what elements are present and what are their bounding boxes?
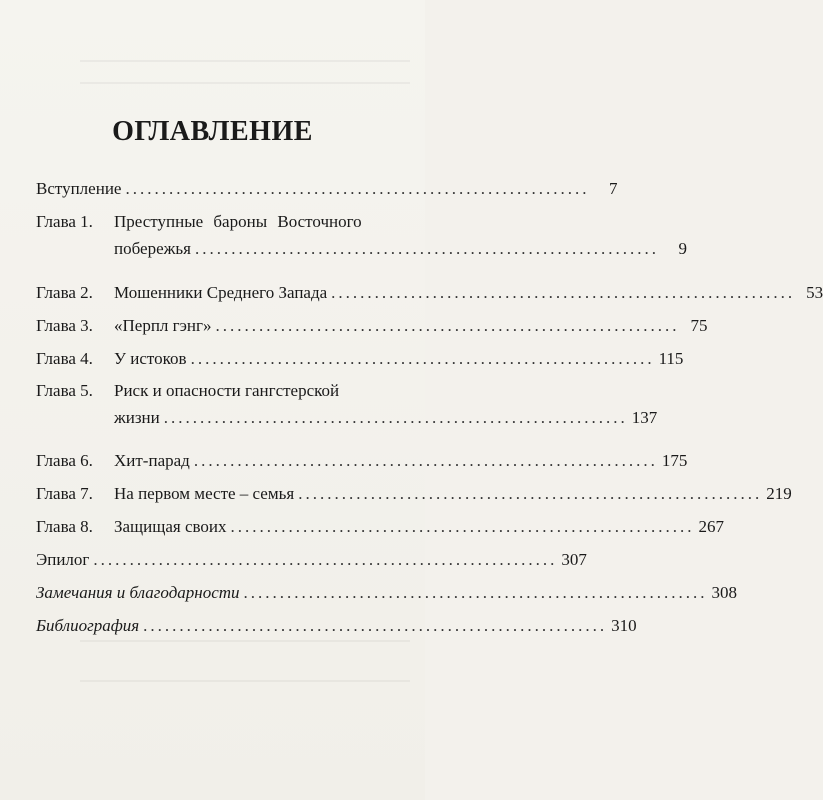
toc-entry-chapter-4[interactable]: [36, 337, 684, 370]
bleed-through-line: [80, 680, 410, 682]
toc-entry-body: [36, 571, 737, 604]
toc-page-number: 267: [698, 517, 725, 536]
toc-chapter-number: Глава 2.: [36, 283, 93, 302]
dot-leader: ................................................................: [243, 583, 708, 602]
toc-entry-title: «Перпл гэнг»: [114, 316, 212, 335]
toc-entry-title: Замечания и благодарности: [36, 583, 240, 602]
toc-entry-acknowledgements[interactable]: [36, 571, 738, 604]
toc-entry-title: Эпилог: [36, 550, 90, 569]
dot-leader: ................................................................: [163, 408, 628, 427]
toc-entry-body: [114, 472, 792, 505]
toc-entry-title-line-1: Преступные бароны Восточного: [114, 212, 362, 231]
toc-entry-title: Библиография: [36, 616, 140, 635]
toc-entry-body: [114, 304, 708, 337]
dot-leader: ................................................................: [143, 616, 608, 635]
toc-chapter-number: Глава 1.: [36, 212, 93, 231]
toc-chapter-number: Глава 7.: [36, 484, 93, 503]
toc-entry-body: [114, 370, 657, 430]
toc-entry-body: [36, 178, 617, 211]
toc-chapter-number: Глава 8.: [36, 517, 93, 536]
toc-entry-chapter-1[interactable]: [36, 211, 687, 271]
toc-entry-body: [36, 604, 637, 637]
toc-entry-line: [36, 582, 737, 604]
dot-leader: ................................................................: [331, 283, 796, 302]
toc-entry-body: [114, 337, 683, 370]
toc-entry-line: [114, 282, 823, 304]
bleed-through-line: [80, 82, 410, 84]
toc-entry-title: жизни: [114, 408, 160, 427]
toc-entry-title: На первом месте – семья: [114, 484, 295, 503]
toc-page-number: 7: [608, 179, 618, 198]
toc-entry-line: [114, 238, 687, 260]
table-of-contents: [36, 178, 823, 637]
toc-entry-title: Мошенники Среднего Запада: [114, 283, 328, 302]
toc-entry-title: У истоков: [114, 349, 187, 368]
toc-chapter-number: Глава 6.: [36, 451, 93, 470]
toc-entry-body: [114, 211, 687, 271]
toc-page-number: 175: [661, 451, 688, 470]
dot-leader: ................................................................: [193, 451, 658, 470]
toc-entry-epilogue[interactable]: [36, 538, 587, 571]
toc-page-number: 115: [658, 349, 684, 368]
dot-leader: ................................................................: [93, 550, 558, 569]
toc-entry-title: побережья: [114, 239, 191, 258]
toc-entry-introduction[interactable]: [36, 178, 618, 211]
toc-entry-chapter-2[interactable]: [36, 271, 823, 304]
toc-entry-body: [114, 430, 687, 472]
dot-leader: ................................................................: [298, 484, 763, 503]
toc-page-number: 308: [711, 583, 738, 602]
toc-page-number: 307: [561, 550, 587, 569]
bleed-through-line: [80, 640, 410, 642]
toc-entry-chapter-8[interactable]: [36, 505, 725, 538]
toc-entry-line: [36, 549, 587, 571]
toc-chapter-number: Глава 5.: [36, 381, 93, 400]
dot-leader: ................................................................: [190, 349, 655, 368]
toc-entry-line: [114, 315, 708, 337]
toc-entry-line: [36, 615, 637, 637]
toc-page-number: 9: [678, 239, 687, 258]
dot-leader: ................................................................: [125, 179, 590, 198]
toc-entry-body: [114, 271, 823, 304]
toc-page-number: 219: [766, 484, 792, 503]
toc-entry-body: [114, 505, 724, 538]
toc-entry-line: [114, 407, 657, 429]
toc-chapter-number: Глава 3.: [36, 316, 93, 335]
toc-entry-title: Защищая своих: [114, 517, 227, 536]
toc-entry-line: [114, 348, 683, 370]
toc-entry-line: [114, 483, 792, 505]
toc-page-number: 310: [611, 616, 637, 635]
toc-chapter-number: Глава 4.: [36, 349, 93, 368]
toc-entry-bibliography[interactable]: [36, 604, 637, 637]
page-title: ОГЛАВЛЕНИЕ: [112, 116, 313, 147]
toc-entry-title: Вступление: [36, 179, 122, 198]
toc-entry-line: [114, 450, 687, 472]
toc-page-number: 137: [631, 408, 658, 427]
dot-leader: ................................................................: [194, 239, 659, 258]
toc-entry-line: [114, 516, 724, 538]
dot-leader: ................................................................: [230, 517, 695, 536]
toc-entry-title-line-1: Риск и опасности гангстерской: [114, 381, 340, 400]
dot-leader: ................................................................: [215, 316, 680, 335]
toc-entry-line: [36, 178, 617, 200]
toc-entry-chapter-5[interactable]: [36, 370, 658, 430]
toc-entry-body: [36, 538, 587, 571]
toc-page-number: 75: [690, 316, 708, 335]
toc-page-number: 53: [806, 283, 823, 302]
toc-entry-title: Хит-парад: [114, 451, 190, 470]
toc-entry-chapter-7[interactable]: [36, 472, 792, 505]
bleed-through-line: [80, 60, 410, 62]
toc-entry-chapter-6[interactable]: [36, 430, 688, 472]
toc-entry-chapter-3[interactable]: [36, 304, 708, 337]
